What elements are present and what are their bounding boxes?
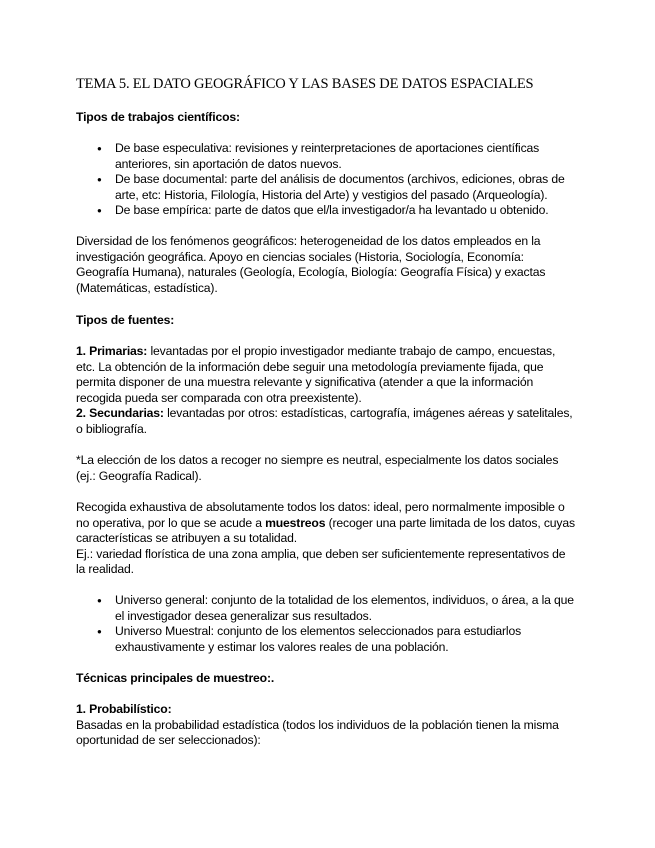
list-item: ● Universo Muestral: conjunto de los elementos seleccionados para estudiarlos exhaustivamente y estimar los valores reales de una población.	[76, 624, 576, 655]
paragraph-recogida	[76, 500, 576, 578]
primarias-label: 1. Primarias:	[76, 344, 148, 358]
note-eleccion: *La elección de los datos a recoger no siempre es neutral, especialmente los datos sociales (ej.: Geografía Radical).	[76, 453, 559, 483]
secundarias-label: 2. Secundarias:	[76, 406, 164, 421]
recogida-text-after: (recoger una parte limitada de los datos, cuyas características se atribuyen a su totalidad.	[76, 515, 575, 546]
probabilistico-text: Basadas en la probabilidad estadística (todos los individuos de la población tienen la misma oportunidad de ser seleccionados):	[76, 717, 559, 748]
recogida-bold: muestreos	[265, 515, 326, 530]
heading-tipos-fuentes: Tipos de fuentes:	[76, 313, 175, 327]
paragraph-diversidad: Diversidad de los fenómenos geográficos: heterogeneidad de los datos empleados en la investigación geográfica. Apoyo en ciencias sociales (Historia, Sociología, Economía: Geografía Humana), naturales (Geología, Ecología, Biología: Geografía Física) y exactas (Matemáticas, estadística).	[76, 234, 546, 295]
paragraph-fuentes	[76, 344, 576, 438]
list-item: ● De base empírica: parte de datos que el/la investigador/a ha levantado u obtenido.	[76, 203, 576, 219]
recogida-text-before: Recogida exhaustiva de absolutamente todos los datos: ideal, pero normalmente imposible o no operativa, por lo que se acude a	[76, 500, 565, 530]
page-title: TEMA 5. EL DATO GEOGRÁFICO Y LAS BASES DE DATOS ESPACIALES	[76, 76, 534, 92]
heading-tipos-trabajos: Tipos de trabajos científicos:	[76, 110, 240, 124]
list-item: ● De base documental: parte del análisis de documentos (archivos, ediciones, obras de arte, etc: Historia, Filología, Historia del Arte) y vestigios del pasado (Arqueología).	[76, 172, 576, 203]
list-tipos-trabajos	[76, 141, 576, 219]
secundarias-text: levantadas por otros: estadísticas, cartografía, imágenes aéreas y satelitales, o bibliografía.	[76, 406, 573, 436]
list-universo	[76, 593, 576, 655]
list-item: ● De base especulativa: revisiones y reinterpretaciones de aportaciones científicas anteriores, sin aportación de datos nuevos.	[76, 141, 576, 172]
recogida-example: Ej.: variedad florística de una zona amplia, que deben ser suficientemente representativos de la realidad.	[76, 546, 566, 577]
list-item: ● Universo general: conjunto de la totalidad de los elementos, individuos, o área, a la que el investigador desea generalizar sus resultados.	[76, 593, 576, 624]
probabilistico-heading: 1. Probabilístico:	[76, 702, 172, 716]
paragraph-probabilistico	[76, 702, 576, 749]
heading-tecnicas: Técnicas principales de muestreo:.	[76, 671, 275, 685]
primarias-text: levantadas por el propio investigador mediante trabajo de campo, encuestas, etc. La obtención de la información debe seguir una metodología previamente fijada, que permita disponer de una muestra relevante y significativa (atender a que la información recogida pueda ser comparada con otra preexistente).	[76, 344, 556, 405]
